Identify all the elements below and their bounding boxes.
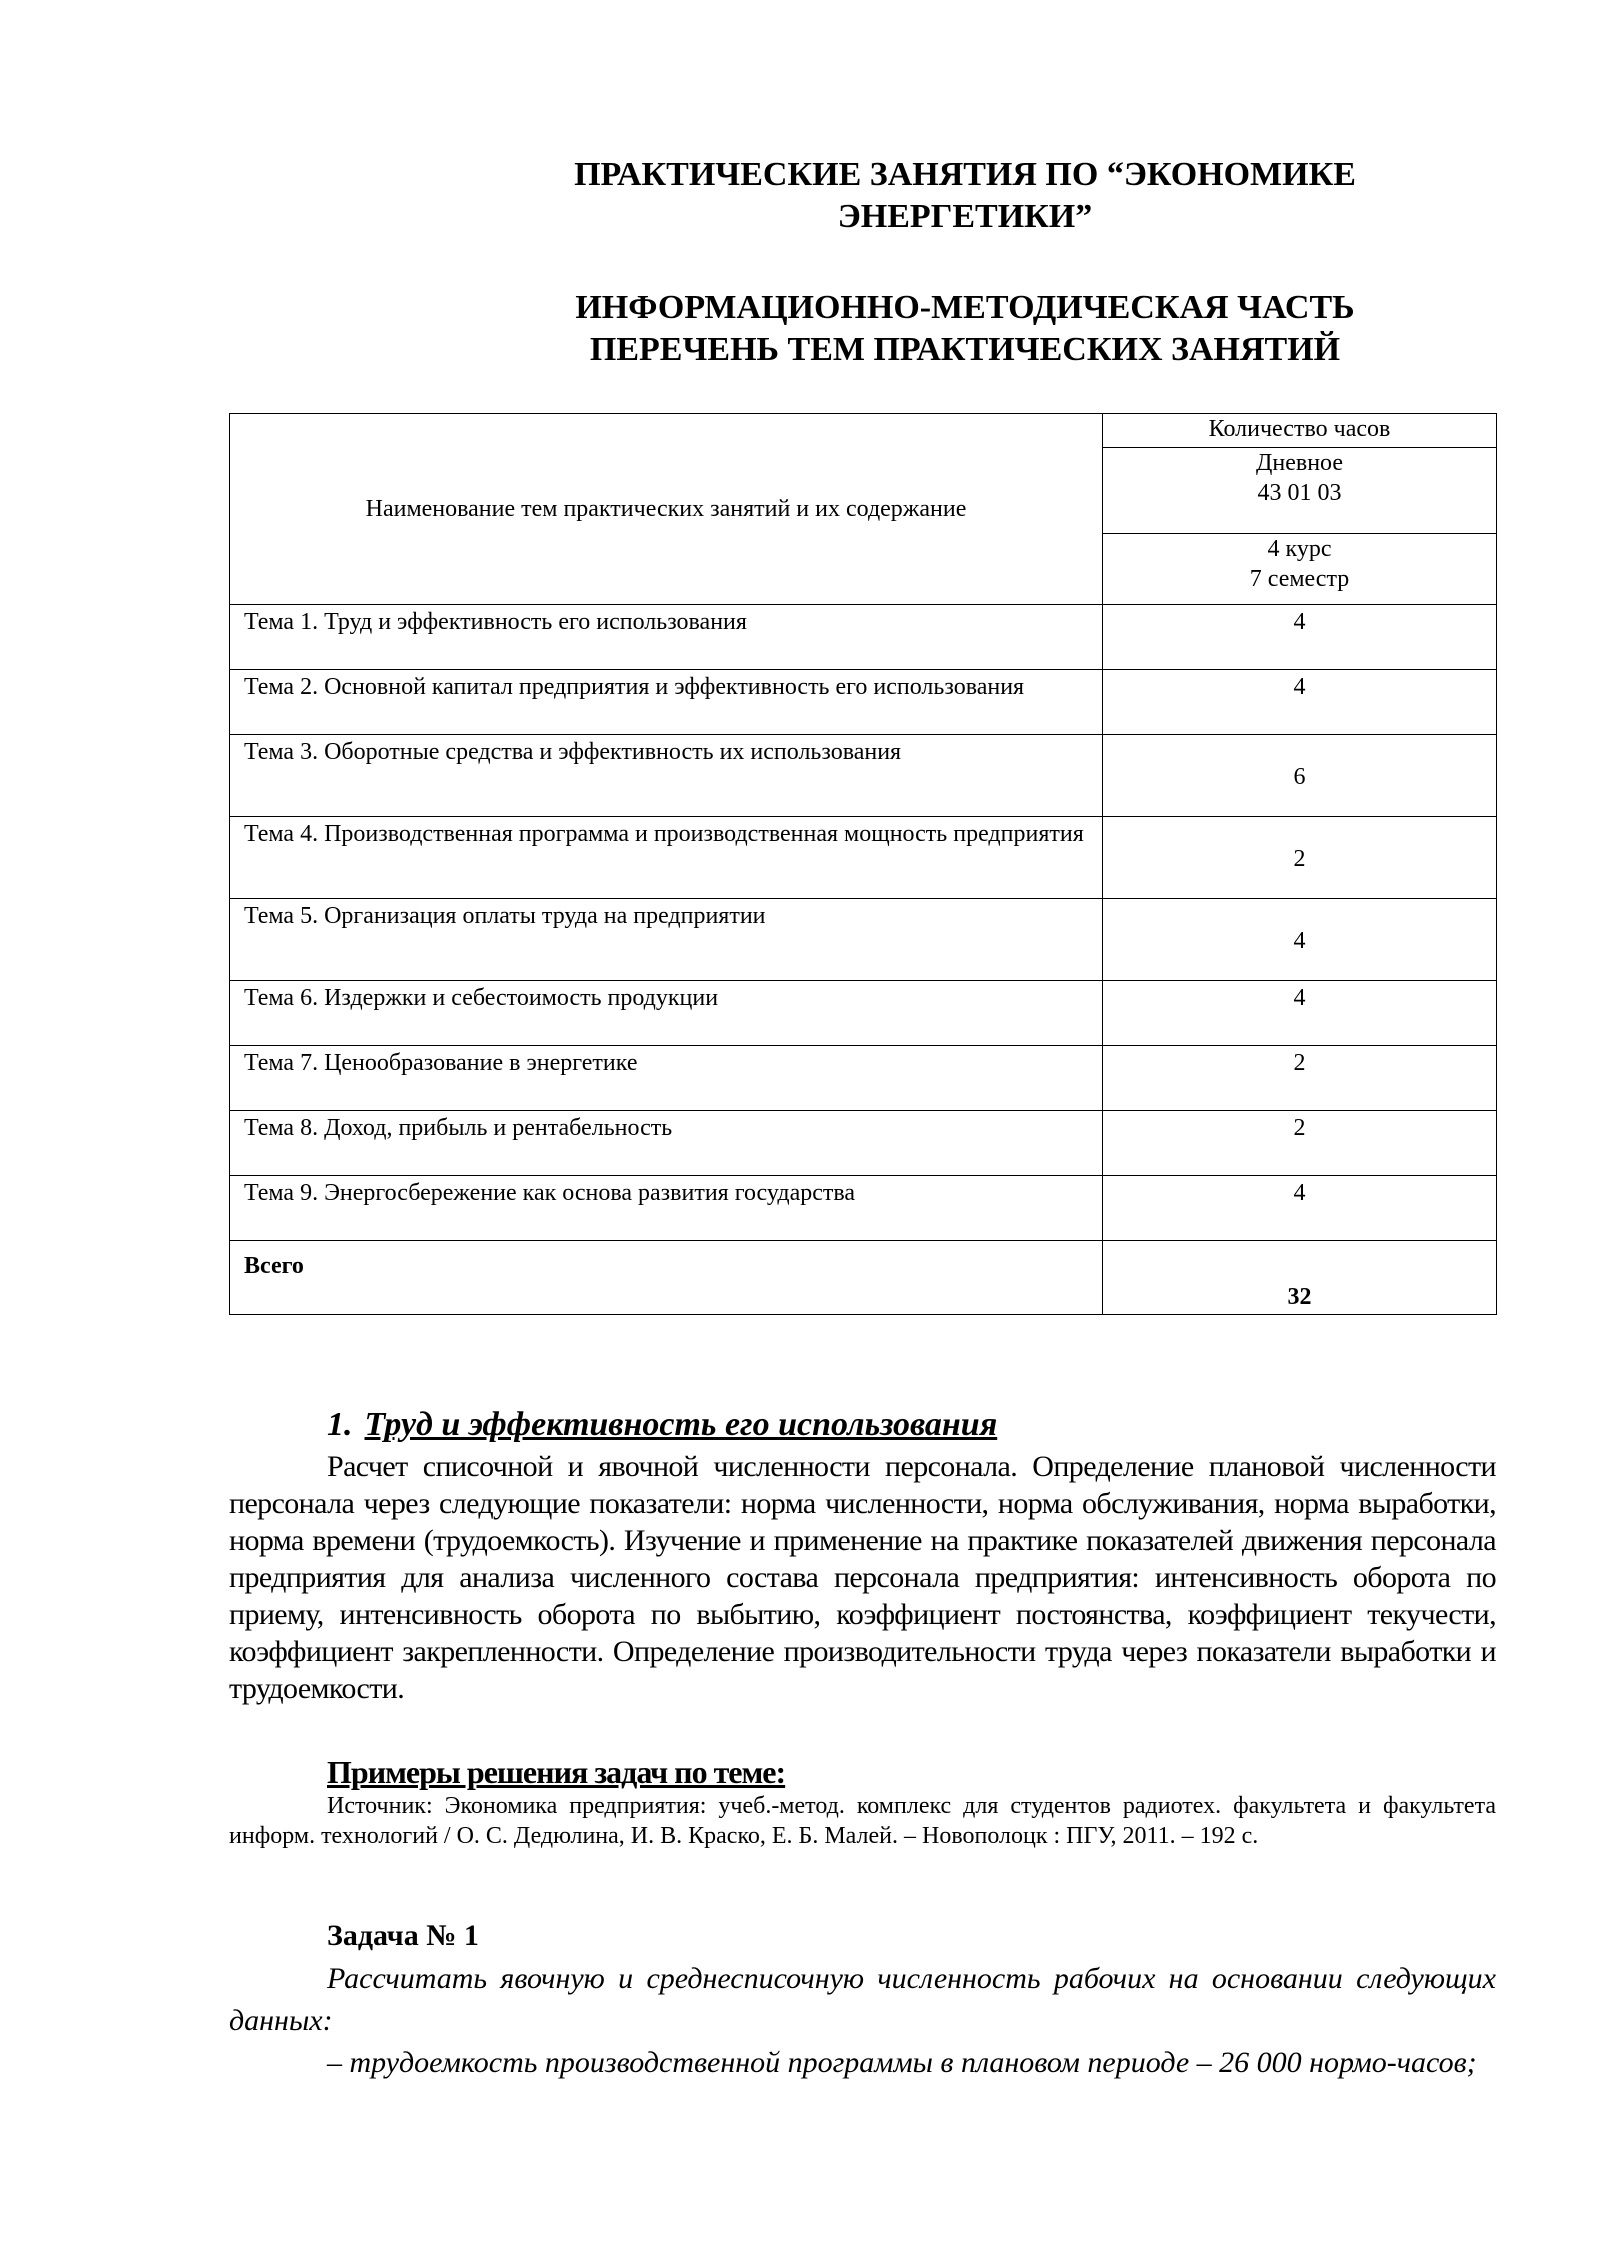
section-heading-line-2: ПЕРЕЧЕНЬ ТЕМ ПРАКТИЧЕСКИХ ЗАНЯТИЙ bbox=[589, 331, 1341, 368]
topic-cell: Тема 1. Труд и эффективность его использования bbox=[230, 605, 1103, 670]
task-1-text: Рассчитать явочную и среднесписочную численность рабочих на основании следующих данных: bbox=[229, 1962, 1496, 2037]
examples-title: Примеры решения задач по теме: bbox=[327, 1754, 786, 1790]
topic-cell: Тема 7. Ценообразование в энергетике bbox=[230, 1046, 1103, 1111]
table-row bbox=[230, 605, 1497, 670]
document-title-line-2: ЭНЕРГЕТИКИ” bbox=[837, 198, 1093, 235]
task-1-condition: – трудоемкость производственной программы в плановом периоде – 26 000 нормо-часов; bbox=[327, 2046, 1477, 2079]
total-label: Всего bbox=[230, 1241, 1103, 1315]
section-1-body: Расчет списочной и явочной численности персонала. Определение плановой численности персонала через следующие показатели: норма численности, норма обслуживания, норма выработки, норма времени (трудоемкость). Изучение и применение на практике показателей движения персонала предприятия для анализа численного состава персонала предприятия: интенсивность оборота по приему, интенсивность оборота по выбытию, коэффициент постоянства, коэффициент текучести, коэффициент закрепленности. Определение производительности труда через показатели выработки и трудоемкости. bbox=[229, 1450, 1496, 1705]
table-row bbox=[230, 735, 1497, 817]
hours-cell: 4 bbox=[1103, 899, 1497, 981]
header-course-line-2: 7 семестр bbox=[1249, 566, 1350, 592]
section-1-title bbox=[327, 1404, 997, 1446]
header-study-form bbox=[1103, 448, 1497, 534]
header-study-form-line-1: Дневное bbox=[1256, 450, 1343, 476]
section-heading-line-1: ИНФОРМАЦИОННО-МЕТОДИЧЕСКАЯ ЧАСТЬ bbox=[575, 289, 1355, 326]
document-title-line-1: ПРАКТИЧЕСКИЕ ЗАНЯТИЯ ПО “ЭКОНОМИКЕ bbox=[574, 156, 1356, 193]
topic-cell: Тема 9. Энергосбережение как основа развития государства bbox=[230, 1176, 1103, 1241]
table-row bbox=[230, 981, 1497, 1046]
header-hours: Количество часов bbox=[1103, 414, 1497, 448]
topic-cell: Тема 5. Организация оплаты труда на предприятии bbox=[230, 899, 1103, 981]
topic-cell: Тема 4. Производственная программа и производственная мощность предприятия bbox=[230, 817, 1103, 899]
task-1-title: Задача № 1 bbox=[327, 1919, 479, 1952]
topic-cell: Тема 6. Издержки и себестоимость продукции bbox=[230, 981, 1103, 1046]
table-row bbox=[230, 1176, 1497, 1241]
topic-cell: Тема 3. Оборотные средства и эффективность их использования bbox=[230, 735, 1103, 817]
table-row bbox=[230, 670, 1497, 735]
header-course bbox=[1103, 534, 1497, 605]
table-row bbox=[230, 1111, 1497, 1176]
header-topic-name: Наименование тем практических занятий и их содержание bbox=[230, 414, 1103, 605]
section-1-number: 1. bbox=[327, 1406, 353, 1443]
table-row bbox=[230, 899, 1497, 981]
hours-cell: 4 bbox=[1103, 981, 1497, 1046]
source-reference: Источник: Экономика предприятия: учеб.-метод. комплекс для студентов радиотех. факультета и факультета информ. технологий / О. С. Дедюлина, И. В. Краско, Е. Б. Малей. – Новополоцк : ПГУ, 2011. – 192 с. bbox=[229, 1793, 1496, 1849]
topic-cell: Тема 2. Основной капитал предприятия и эффективность его использования bbox=[230, 670, 1103, 735]
table-row bbox=[230, 817, 1497, 899]
section-heading bbox=[330, 287, 1600, 371]
table-row bbox=[230, 1046, 1497, 1111]
header-course-line-1: 4 курс bbox=[1267, 536, 1332, 562]
hours-cell: 2 bbox=[1103, 1111, 1497, 1176]
hours-cell: 6 bbox=[1103, 735, 1497, 817]
hours-cell: 4 bbox=[1103, 670, 1497, 735]
document-title bbox=[330, 154, 1600, 238]
hours-cell: 2 bbox=[1103, 1046, 1497, 1111]
topics-table bbox=[229, 413, 1497, 1315]
topic-cell: Тема 8. Доход, прибыль и рентабельность bbox=[230, 1111, 1103, 1176]
total-value: 32 bbox=[1103, 1241, 1497, 1315]
hours-cell: 4 bbox=[1103, 1176, 1497, 1241]
hours-cell: 4 bbox=[1103, 605, 1497, 670]
header-study-form-line-2: 43 01 03 bbox=[1257, 480, 1342, 506]
section-1-title-text: Труд и эффективность его использования bbox=[364, 1406, 998, 1443]
table-total-row bbox=[230, 1241, 1497, 1315]
hours-cell: 2 bbox=[1103, 817, 1497, 899]
